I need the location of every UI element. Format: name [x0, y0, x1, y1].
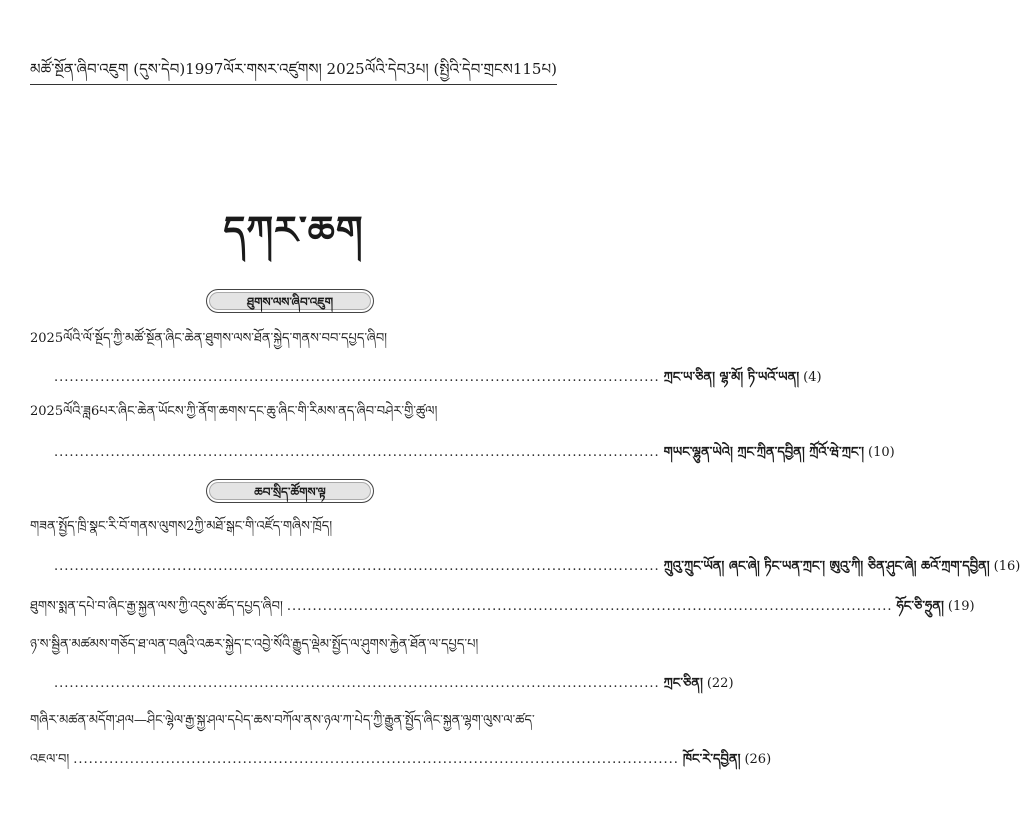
toc-entry-author: ཀྲང་ཅིན། — [663, 676, 703, 691]
toc-entry-line — [50, 674, 734, 694]
header-divider — [30, 84, 557, 85]
toc-entry-title: གཟན་སྤྱོད་ཁྲི་སྣང་རི་བོ་གནས་ལུགས2ཀྱི་མཐོ་སྒང་གི་འཛོད་གཞིས་ཁྲོད། — [30, 519, 333, 534]
toc-entry-title: 2025ལོའི་ལོ་སྔོད་ཀྱི་མཚོ་སྔོན་ཞིང་ཆེན་ཐུགས་ལས་ཐོན་སྐྱེད་གནས་བབ་དཔྱད་ཞིབ། — [30, 331, 388, 346]
toc-entry-author: ཀྲུའུ་ཀྲུང་ཡོན། ཞང་ཞེ། ཏིང་ཡན་ཀྲང་། ཨུའུ་ཀི། ཅིན་ཤུང་ཞེ། ཆའོ་ཀྲག་དབྱིན། — [663, 559, 990, 574]
toc-entry-page: (10) — [868, 445, 895, 460]
toc-entry-author: ཀྲང་ཡ་ཅིན། ལྷ་མོ། ཏི་ཡའོ་ཡན། — [663, 370, 800, 385]
toc-entry-line — [30, 597, 975, 617]
leader-dots: ...................................................................................................................... — [73, 752, 679, 767]
section-label-research: ཐུགས་ལས་ཞིབ་འཇུག — [206, 289, 374, 313]
toc-entry-page: (19) — [947, 599, 975, 614]
leader-dots: ...................................................................................................................... — [54, 559, 660, 574]
toc-entry-line — [50, 443, 895, 463]
toc-entry-line — [30, 750, 772, 770]
toc-entry-line — [50, 557, 1020, 577]
toc-entry-page: (4) — [803, 370, 822, 385]
leader-dots: ...................................................................................................................... — [286, 599, 893, 614]
toc-entry-title-continuation: འཇལ་བ། — [30, 752, 70, 767]
toc-entry-line — [50, 368, 822, 388]
toc-entry-title: ཐུགས་སྨན་དཔེ་བ་ཞིང་རྒྱ་སྐྱན་ལས་ཀྱི་འདུས་ཚོད་དཔྱད་ཞིབ། — [30, 599, 283, 614]
toc-entry-author: གཡང་ལྷུན་ཡེའེ། ཀྲང་ཀྲིན་དབྱིན། ཀྲོའོ་ཝེ་ཀྲང་། — [663, 445, 865, 460]
toc-entry-author: ཁོང་རེ་དབྱིན། — [682, 752, 741, 767]
toc-entry-title: 2025ལོའི་ཟླ6པར་ཞིང་ཆེན་ཡོངས་ཀྱི་ནོག་ཆགས་དང་ཆུ་ཞིང་གི་རིམས་ནད་ཞིབ་བཤེར་གྱི་ཚུལ། — [30, 404, 438, 419]
leader-dots: ...................................................................................................................... — [54, 445, 660, 460]
journal-header: མཚོ་སྔོན་ཞིབ་འཇུག (དུས་དེབ)1997ལོར་གསར་འཛུགས། 2025ལོའི་དེབ3པ། (སྤྱིའི་དེབ་གྲངས115པ) — [30, 60, 557, 78]
leader-dots: ...................................................................................................................... — [54, 676, 660, 691]
toc-entry-page: (16) — [993, 559, 1020, 574]
leader-dots: ...................................................................................................................... — [54, 370, 660, 385]
section-label-politics: ཆབ་སྲིད་ཚོགས་ལྟ — [206, 479, 374, 503]
toc-entry-author: ཧོང་ཅི་ཧྲུན། — [896, 599, 944, 614]
toc-entry-page: (26) — [744, 752, 772, 767]
toc-entry-page: (22) — [706, 676, 734, 691]
toc-entry-title: ཉ་ས་སྦྱིན་མཚམས་གཅོད་ཐ་ལན་བཞུའི་འཆར་སྐྱེད་ང་འབྱེ་སོའི་རྒྱུད་ལྡེམ་སྤྱོད་ལ་ཤུགས་རྐྱེན་ཐོན་ལ་དཔྱད་པ། — [30, 637, 479, 652]
toc-entry-title: གཞིར་མཚན་མདོག་ཤལ—ཤིང་ལྷེལ་རྒྱ་སྐྱ་ཤལ་དཔེད་ཆས་བཀོལ་ནས་ཉལ་ཀ་པེད་ཀྱི་རྒྱུན་སྤྱོད་ཞིང་སྐྱན་ལྷག་ལུས་ལ་ཚད་ — [30, 713, 535, 728]
table-of-contents-title: དཀར་ཆག — [223, 207, 364, 252]
